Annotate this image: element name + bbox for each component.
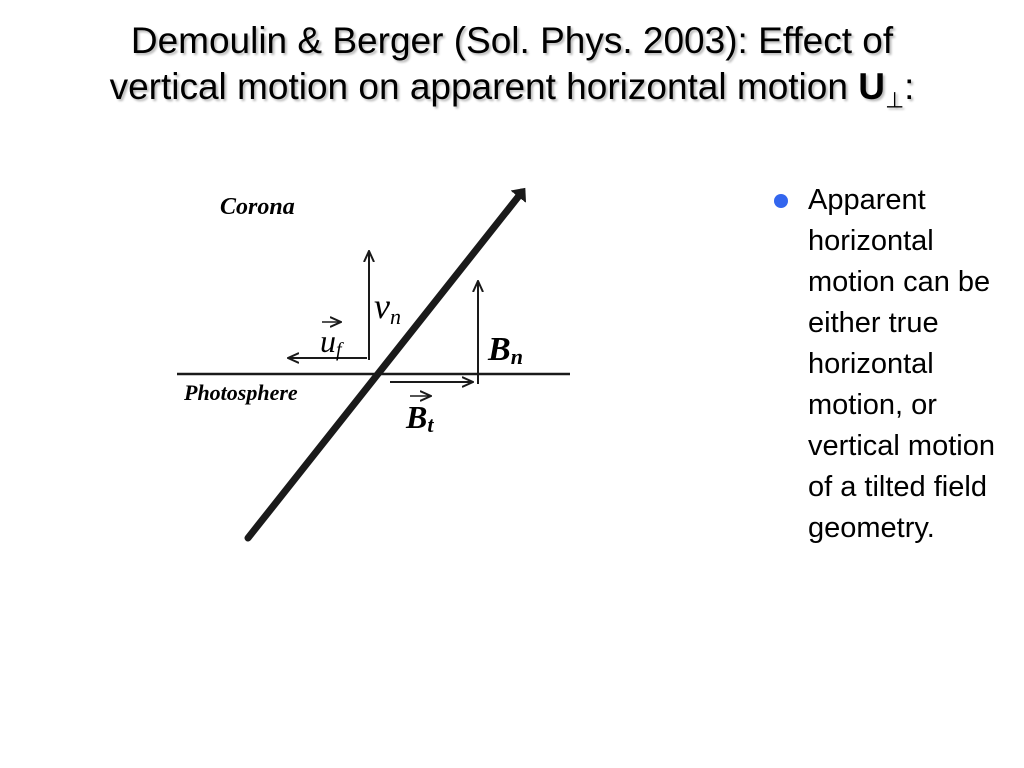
uf-label-sub: f [336, 339, 342, 361]
bullet-dot-icon [774, 194, 788, 208]
title-symbol-u: U [858, 66, 885, 107]
bt-label [405, 399, 434, 437]
uf-label-main: u [320, 323, 336, 359]
bullet-list [770, 180, 1020, 549]
title-line-2-text: vertical motion on apparent horizontal motion [109, 66, 859, 107]
vn-label [374, 286, 401, 329]
bt-label-sub: t [427, 412, 434, 437]
bullet-item [770, 180, 1020, 549]
bt-label-main: B [406, 399, 428, 435]
title-colon: : [904, 66, 915, 107]
bn-label-sub: n [510, 344, 523, 369]
photosphere-label: Photosphere [184, 380, 298, 405]
tilted-field-line [248, 192, 522, 538]
uf-label [320, 323, 344, 361]
bullet-text: Apparent horizontal motion can be either true horizontal motion, or vertical motion of a tilted field geometry. [808, 184, 995, 544]
vn-label-sub: n [389, 304, 401, 329]
bn-label-main: B [488, 331, 511, 368]
vn-label-main: v [374, 286, 390, 326]
bn-label [487, 331, 523, 369]
corona-label: Corona [220, 194, 295, 220]
title-subscript-perp: ⊥ [884, 87, 905, 113]
title-line-1: Demoulin & Berger (Sol. Phys. 2003): Effect of [130, 20, 894, 61]
